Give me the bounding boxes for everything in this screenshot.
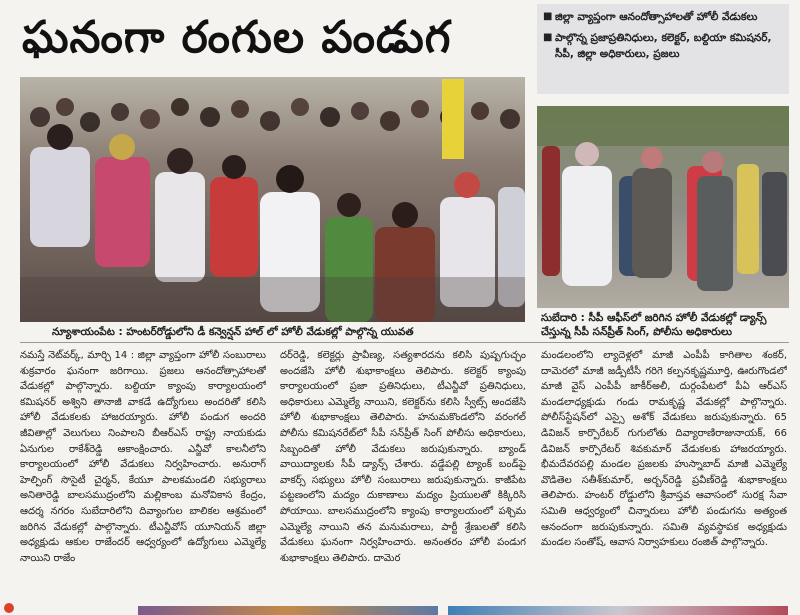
highlight-text: పాల్గొన్న ప్రజాప్రతినిధులు, కలెక్టర్, బల్దియా కమిషనర్, సీపీ, జిల్లా అధికారులు, ప్రజలు [555, 32, 772, 60]
headline: ఘనంగా రంగుల పండుగ [22, 12, 452, 63]
bottom-image-strip [0, 602, 800, 615]
main-photo-caption: న్యూశాయంపేట : హంటర్‌రోడ్డులోని డీ కన్వెన్షన్ హాల్ లో హోలీ వేడుకల్లో పాల్గొన్న యువత [52, 326, 414, 338]
side-photo [537, 106, 789, 308]
side-photo-caption: సుబేదారి : సీపీ ఆఫీస్‌లో జరిగిన హోలీ వేడుకల్లో డ్యాన్స్ చేస్తున్న సీపీ సన్‌ప్రీత్ సింగ్, పోలీసు అధికారులు [541, 312, 767, 338]
article-column-1: నమస్తే నెట్‌వర్క్, మార్చి 14 : జిల్లా వ్యాప్తంగా హోలీ సంబురాలు శుక్రవారం ఘనంగా జరిగాయి. ప్రజలు ఆనందోత్సాహాలతో వేడుకల్లో పాల్గొన్నారు. బల్దియా క్యాంపు కార్యాలయంలో కమిషనర్ అశ్విని తానాజీ వాకడే ఉద్యోగులు అందరితో కలిసి హోలీ వేడుకలకు హాజరయ్యారు. హోలీ పండుగ అందరి జీవితాల్లో వెలుగులు నింపాలని బీఆర్‌ఎస్ రాష్ట్ర నాయకుడు ఏనుగుల రాకేశ్‌రెడ్డి ఆకాంక్షించారు. ఎన్జీవో కాలనీలోని కార్యాలయంలో హోలీ వేడుకలు నిర్వహించారు. అనురాగ్ హెల్పింగ్ సొసైటీ చైర్మన్, కేయూ పాలకమండలి సభ్యురాలు అనితారెడ్డి బాలసముద్రంలోని మల్లికాంబ మనోవికాస కేంద్రం, ఆదర్శ నగరం సుబేదారిలోని దివ్యాంగుల బాలికల ఆశ్రమంలో జరిగిన వేడుకల్లో పాల్గొన్నారు. టీఎన్జీవోస్ యూనియన్ జిల్లా అధ్యక్షుడు ఆకుల రాజేందర్ ఆధ్వర్యంలో ఉద్యోగులు ఎమ్మెల్యే నాయిని రాజేం [20, 350, 266, 564]
red-dot-icon [4, 603, 14, 613]
highlight-text: జిల్లా వ్యాప్తంగా ఆనందోత్సాహాలతో హోలీ వేడుకలు [555, 11, 758, 23]
article-column-3: మండలంలోని ల్యాదెళ్లలో మాజీ ఎంపీపీ కాగితాల శంకర్, దామెరలో మాజీ జడ్పీటీసీ గరిగె కల్పనకృష్ణమూర్తి, ఊరుగొండలో మాజీ వైస్ ఎంపీపీ జాకీర్‌అలీ, దుర్గంపేటలో పీఏ ఆర్‌ఎస్ మండలాధ్యక్షుడు గండు రామకృష్ణ వేడుకల్లో పాల్గొన్నారు. పోలీస్‌స్టేషన్‌లో ఎస్సై అశోక్ వేడుకలు జరుపుకున్నారు. 65 డివిజన్ కార్పొరేటర్ గుగులోతు దివ్యారాణిరాజునాయక్, 66 డివిజన్ కార్పొరేటర్ శివకుమార్ వేడుకలకు హాజరయ్యారు. భీమదేవరపల్లి మండల ప్రజలకు హుస్నాబాద్ మాజీ ఎమ్మెల్యే వొడితెల సతీశ్‌కుమార్, అర్బన్‌రెడ్డి ప్రవీణ్‌రెడ్డి శుభాకాంక్షలు తెలిపారు. హంటర్ రోడ్డులోని శ్రీవాస్తవ ఆవాసంలో సురక్ష సేవా సమితి ఆధ్వర్యంలో చిన్నారులు హోలీ పండుగను అత్యంత ఆనందంగా జరుపుకున్నారు. సమితి వ్యవస్థాపక అధ్యక్షుడు మండల సంతోష్, ఆవాస నిర్వాహకులు రంజిత్ పాల్గొన్నారు. [541, 350, 787, 549]
main-photo [20, 77, 525, 322]
article-column-2: దర్‌రెడ్డి, కలెక్టర్లు ప్రావీణ్య, సత్యశారదను కలిసి పుష్పగుచ్ఛం అందజేసి హోలీ శుభాకాంక్షలు తెలిపారు. కలెక్టర్ క్యాంపు కార్యాలయంలో ప్రజా ప్రతినిధులు, టీఎన్జీవో ప్రతినిధులు, అధికారులు ఎమ్మెల్యే నాయిని, కలెక్టర్‌ను కలిసి స్వీట్స్ అందజేసి హోలీ శుభాకాంక్షలు తెలిపారు. హనుమకొండలోని వరంగల్ పోలీసు కమిషనరేట్‌లో సీపీ సన్‌ప్రీత్ సింగ్ పోలీసు అధికారులు, సిబ్బందితో హోలీ వేడుకలు జరుపుకున్నారు. బ్యాండ్ వాయిద్యాలకు సీపీ డ్యాన్స్ చేశారు. వడ్డేపల్లి ట్యాంక్ బండ్‌పై వాకర్స్ సభ్యులు హోలీ సంబురాలు జరుపుకున్నారు. కాజీపేట పట్టణంలోని మద్యం దుకాణాలు మద్యం ప్రియులతో కిక్కిరిసి పోయాయి. బాలసముద్రంలోని క్యాంపు కార్యాలయంలో పశ్చిమ ఎమ్మెల్యే నాయిని తన మనుమరాలు, పార్టీ శ్రేణులతో కలిసి వేడుకలు ఘనంగా నిర్వహించారు. అనంతరం హోలీ పండుగ శుభాకాంక్షలు తెలిపారు. దామెర [280, 350, 526, 564]
square-bullet-icon: ■ [543, 11, 553, 22]
highlight-item [543, 30, 783, 62]
highlight-item [543, 9, 783, 25]
highlights-box [537, 4, 789, 94]
square-bullet-icon: ■ [543, 32, 553, 43]
cropped-photo [138, 606, 438, 615]
divider [20, 342, 789, 343]
cropped-photo [448, 606, 788, 615]
